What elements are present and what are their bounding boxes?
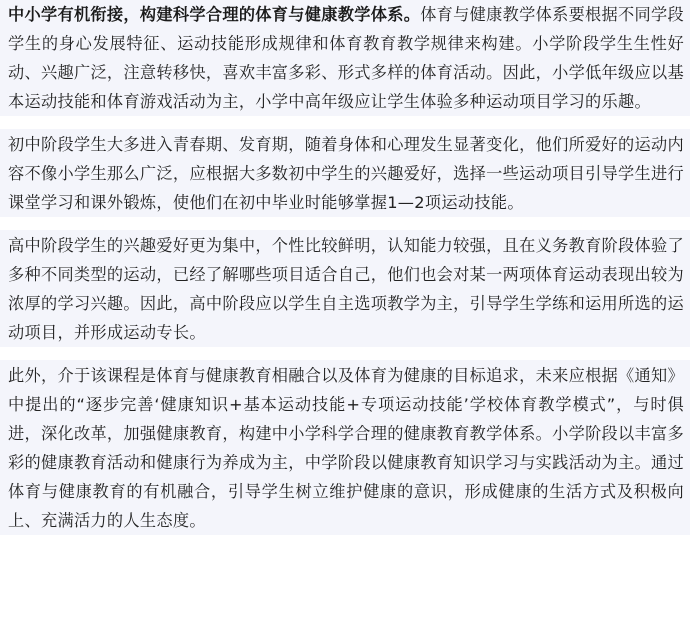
paragraph-text: 此外，介于该课程是体育与健康教育相融合以及体育为健康的目标追求，未来应根据《通知》中提出的“逐步完善‘健康知识+基本运动技能+专项运动技能’学校体育教学模式”，与时俱进，深化改革，加强健康教育，构建中小学科学合理的健康教育教学体系。小学阶段以丰富多彩的健康教育活动和健康行为养成为主，中学阶段以健康教育知识学习与实践活动为主。通过体育与健康教育的有机融合，引导学生树立维护健康的意识，形成健康的生活方式及积极向上、充满活力的人生态度。 bbox=[8, 366, 684, 530]
paragraph-text: 初中阶段学生大多进入青春期、发育期，随着身体和心理发生显著变化，他们所爱好的运动内容不像小学生那么广泛，应根据大多数初中学生的兴趣爱好，选择一些运动项目引导学生进行课堂学习和课外锻炼，使他们在初中毕业时能够掌握1—2项运动技能。 bbox=[8, 135, 684, 212]
paragraph-text: 高中阶段学生的兴趣爱好更为集中，个性比较鲜明，认知能力较强，且在义务教育阶段体验了多种不同类型的运动，已经了解哪些项目适合自己，他们也会对某一两项体育运动表现出较为浓厚的学习兴趣。因此，高中阶段应以学生自主选项教学为主，引导学生学练和运用所选的运动项目，并形成运动专长。 bbox=[8, 236, 684, 342]
paragraph-primary-school bbox=[0, 0, 690, 116]
paragraph-text: 体育与健康教学体系要根据不同学段学生的身心发展特征、运动技能形成规律和体育教育教学规律来构建。小学阶段学生生性好动、兴趣广泛，注意转移快，喜欢丰富多彩、形式多样的体育活动。因此，小学低年级应以基本运动技能和体育游戏活动为主，小学中高年级应让学生体验多种运动项目学习的乐趣。 bbox=[8, 5, 684, 111]
paragraph-senior-high bbox=[0, 230, 690, 347]
paragraph-health-education bbox=[0, 360, 690, 535]
paragraph-junior-high bbox=[0, 129, 690, 217]
paragraph-lead-heading: 中小学有机衔接，构建科学合理的体育与健康教学体系。 bbox=[8, 5, 421, 24]
